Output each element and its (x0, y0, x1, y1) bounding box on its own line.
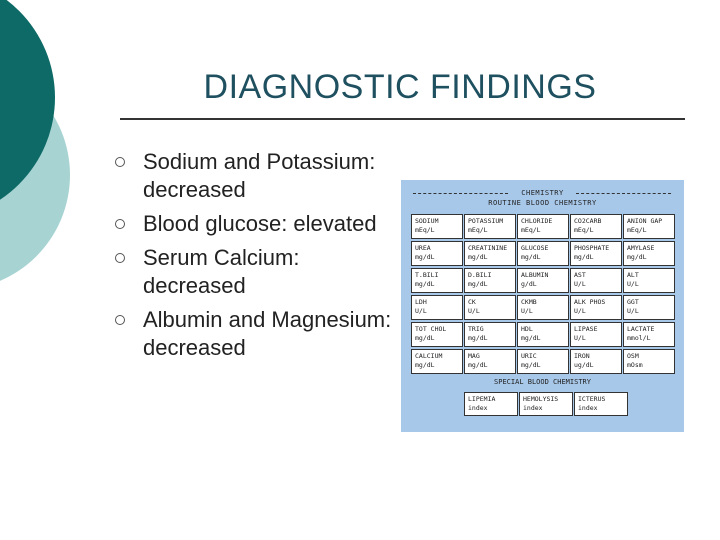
lab-cell-unit: mEq/L (627, 226, 647, 234)
special-chemistry-title: SPECIAL BLOOD CHEMISTRY (494, 378, 591, 386)
lab-grid (411, 214, 676, 376)
lab-cell (411, 295, 463, 320)
bullet-circle-icon (115, 219, 125, 229)
lab-cell-unit: mmol/L (627, 334, 651, 342)
bullet-list (115, 148, 395, 368)
lab-cell-name: ALK PHOS (574, 298, 606, 306)
lab-cell-unit: U/L (627, 280, 639, 288)
lab-cell-name: AST (574, 271, 586, 279)
lab-cell-unit: U/L (521, 307, 533, 315)
lab-cell-unit: mg/dL (415, 334, 435, 342)
lab-row (411, 322, 676, 347)
lab-cell (570, 268, 622, 293)
bullet-item (115, 244, 395, 300)
lab-cell (411, 214, 463, 239)
bullet-text: Serum Calcium: decreased (143, 245, 300, 298)
lab-cell-name: AMYLASE (627, 244, 655, 252)
lab-cell-name: CALCIUM (415, 352, 443, 360)
lab-header-line1: CHEMISTRY (521, 189, 564, 197)
lab-cell-name: MAG (468, 352, 480, 360)
lab-cell-name: CREATININE (468, 244, 508, 252)
lab-cell-unit: index (578, 404, 598, 412)
lab-cell (519, 392, 573, 416)
lab-cell (623, 214, 675, 239)
bullet-text: Sodium and Potassium: decreased (143, 149, 376, 202)
lab-cell (517, 322, 569, 347)
lab-cell-name: LDH (415, 298, 427, 306)
lab-cell-name: LACTATE (627, 325, 655, 333)
lab-cell-unit: mg/dL (521, 361, 541, 369)
lab-cell (517, 295, 569, 320)
bullet-circle-icon (115, 253, 125, 263)
lab-cell-unit: mg/dL (468, 253, 488, 261)
bullet-item (115, 210, 395, 238)
lab-cell-name: CK (468, 298, 476, 306)
lab-cell (411, 349, 463, 374)
lab-cell (623, 295, 675, 320)
lab-results-image (401, 180, 684, 432)
lab-cell (574, 392, 628, 416)
lab-cell-unit: mg/dL (574, 253, 594, 261)
lab-cell-name: UREA (415, 244, 431, 252)
lab-cell (464, 349, 516, 374)
lab-row (411, 349, 676, 374)
lab-cell (623, 349, 675, 374)
bullet-item (115, 148, 395, 204)
lab-cell (464, 295, 516, 320)
lab-cell-name: IRON (574, 352, 590, 360)
bullet-item (115, 306, 395, 362)
lab-cell-unit: g/dL (521, 280, 537, 288)
lab-cell (464, 241, 516, 266)
lab-cell (623, 241, 675, 266)
lab-cell-unit: U/L (627, 307, 639, 315)
lab-cell-unit: U/L (574, 307, 586, 315)
lab-cell-name: TRIG (468, 325, 484, 333)
lab-cell-name: HEMOLYSIS (523, 395, 559, 403)
lab-row (411, 268, 676, 293)
lab-cell (570, 241, 622, 266)
lab-cell-name: ICTERUS (578, 395, 606, 403)
lab-cell (623, 322, 675, 347)
lab-cell-unit: mg/dL (415, 280, 435, 288)
lab-cell-name: CO2CARB (574, 217, 602, 225)
title-divider (120, 118, 685, 120)
lab-cell-unit: mg/dL (468, 361, 488, 369)
special-chemistry-row (464, 392, 629, 416)
lab-row (411, 214, 676, 239)
lab-cell-unit: index (468, 404, 488, 412)
lab-cell (570, 322, 622, 347)
lab-cell-name: SODIUM (415, 217, 439, 225)
lab-cell (464, 214, 516, 239)
lab-cell (464, 268, 516, 293)
lab-cell-unit: mg/dL (521, 334, 541, 342)
lab-cell-unit: U/L (574, 280, 586, 288)
lab-cell (517, 349, 569, 374)
lab-cell-name: URIC (521, 352, 537, 360)
lab-cell-unit: ug/dL (574, 361, 594, 369)
lab-cell-unit: U/L (468, 307, 480, 315)
lab-cell-name: POTASSIUM (468, 217, 504, 225)
lab-cell-name: CKMB (521, 298, 537, 306)
lab-cell-unit: mEq/L (521, 226, 541, 234)
lab-cell-name: OSM (627, 352, 639, 360)
lab-cell (570, 349, 622, 374)
lab-cell-unit: mg/dL (468, 334, 488, 342)
lab-cell-name: LIPEMIA (468, 395, 496, 403)
lab-cell-name: CHLORIDE (521, 217, 553, 225)
lab-cell (464, 322, 516, 347)
lab-cell (411, 322, 463, 347)
lab-cell (411, 268, 463, 293)
lab-cell (570, 214, 622, 239)
lab-cell (570, 295, 622, 320)
lab-cell-unit: mg/dL (415, 361, 435, 369)
bullet-text: Albumin and Magnesium: decreased (143, 307, 392, 360)
lab-cell-name: TOT CHOL (415, 325, 447, 333)
lab-cell (623, 268, 675, 293)
lab-cell-name: ALBUMIN (521, 271, 549, 279)
lab-row (411, 295, 676, 320)
lab-cell-unit: U/L (574, 334, 586, 342)
lab-cell-unit: mEq/L (574, 226, 594, 234)
lab-cell (411, 241, 463, 266)
lab-header-line2: ROUTINE BLOOD CHEMISTRY (488, 199, 597, 207)
lab-cell-name: LIPASE (574, 325, 598, 333)
lab-cell-name: HDL (521, 325, 533, 333)
lab-cell (517, 241, 569, 266)
lab-cell-unit: mEq/L (468, 226, 488, 234)
lab-cell-name: GGT (627, 298, 639, 306)
lab-cell-name: ALT (627, 271, 639, 279)
bullet-circle-icon (115, 157, 125, 167)
lab-cell-unit: mg/dL (627, 253, 647, 261)
lab-cell-name: T.BILI (415, 271, 439, 279)
lab-cell-unit: mg/dL (415, 253, 435, 261)
lab-cell (517, 268, 569, 293)
lab-cell-unit: index (523, 404, 543, 412)
lab-cell-unit: mEq/L (415, 226, 435, 234)
lab-cell (464, 392, 518, 416)
lab-cell-unit: mg/dL (468, 280, 488, 288)
slide-title: DIAGNOSTIC FINDINGS (203, 68, 597, 106)
lab-row (411, 241, 676, 266)
bullet-text: Blood glucose: elevated (143, 211, 377, 236)
lab-cell-unit: mOsm (627, 361, 643, 369)
lab-cell-name: PHOSPHATE (574, 244, 610, 252)
lab-cell (517, 214, 569, 239)
bullet-circle-icon (115, 315, 125, 325)
lab-cell-unit: U/L (415, 307, 427, 315)
lab-cell-name: ANION GAP (627, 217, 663, 225)
lab-cell-name: GLUCOSE (521, 244, 549, 252)
lab-cell-name: D.BILI (468, 271, 492, 279)
lab-cell-unit: mg/dL (521, 253, 541, 261)
